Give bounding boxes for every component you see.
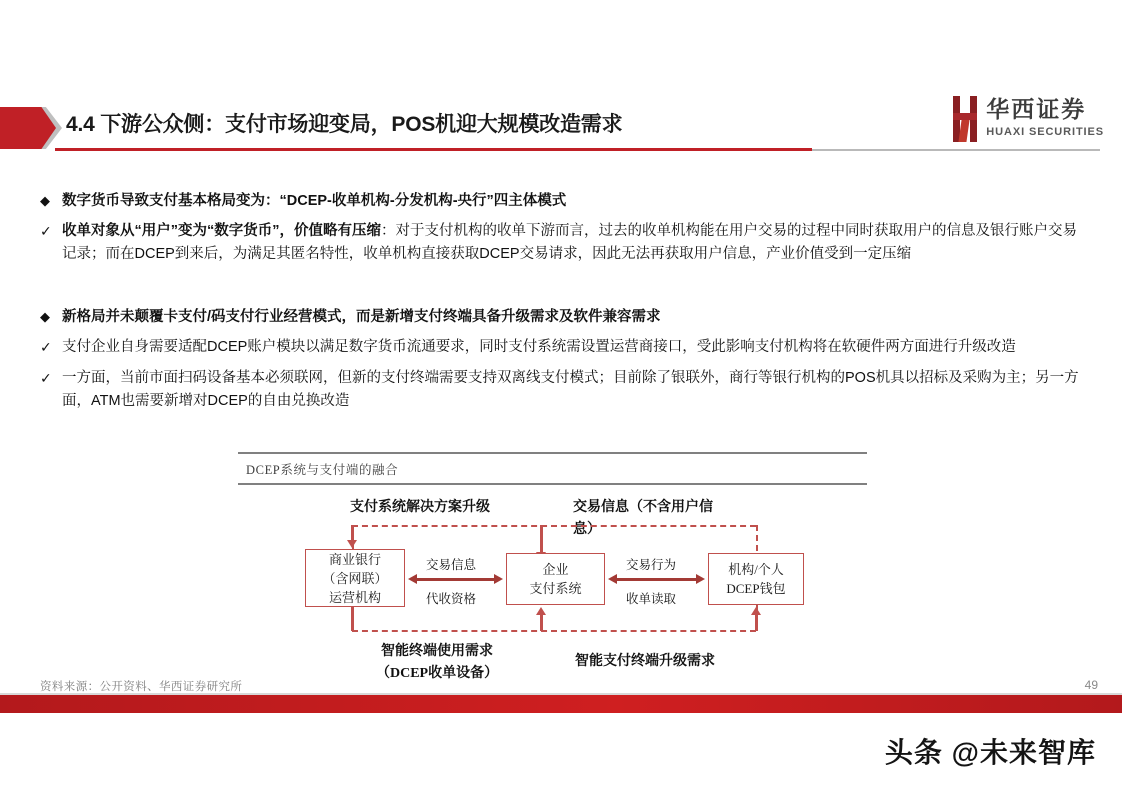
figure-label-mid-right-below: 收单读取 (626, 592, 677, 606)
check-bullet-icon-2a: ✓ (40, 339, 52, 355)
bullet-heading-text-2: 新格局并未颠覆卡支付/码支付行业经营模式，而是新增支付终端具备升级需求及软件兼容需求 (62, 309, 661, 325)
bullet-item-text-2b: 一方面，当前市面扫码设备基本必须联网，但新的支付终端需要支持双离线支付模式；目前除了银联外，商行等银行机构的POS机具以招标及采购为主；另一方面，ATM也需要新增对DCEP的自由兑换改造 (62, 370, 1079, 409)
figure-label-bottom-left-line1: 智能终端使用需求 (381, 644, 493, 659)
figure-label-top-left: 支付系统解决方案升级 (350, 500, 490, 515)
arrow-shaft (415, 578, 496, 581)
figure-label-mid-left-above: 交易信息 (426, 558, 477, 572)
brand-logo (952, 96, 1104, 148)
watermark: 头条 @未来智库 (884, 737, 1096, 768)
source-note: 资料来源：公开资料、华西证券研究所 (40, 681, 243, 693)
figure-label-bottom-left-line2: （DCEP收单设备） (376, 666, 499, 681)
arrow-shaft-enterprise-up (540, 614, 543, 631)
arrow-shaft-enterprise-in (540, 525, 543, 555)
double-arrow-enterprise-wallet (608, 574, 705, 584)
figure-label-mid-left-below: 代收资格 (426, 592, 477, 606)
arrow-shaft (615, 578, 698, 581)
figure-caption: DCEP系统与支付端的融合 (246, 463, 399, 477)
diamond-bullet-icon: ◆ (40, 193, 50, 208)
bullet-block-2 (40, 306, 1088, 413)
dashed-connector-bottom (352, 630, 756, 632)
box-line: 运营机构 (328, 589, 381, 605)
arrow-head-wallet-up (751, 607, 761, 615)
dashed-connector-top (352, 525, 756, 527)
figure-label-mid-right-above: 交易行为 (626, 558, 677, 572)
arrow-shaft-bank-down (351, 607, 354, 631)
title-chevron-icon (0, 107, 62, 149)
dcep-payment-diagram (238, 452, 870, 681)
logo-stroke-diagonal (959, 120, 970, 142)
figure-rule-top (238, 452, 867, 454)
slide-header (0, 0, 1122, 165)
bullet-item-text-2a: 支付企业自身需要适配DCEP账户模块以满足数字货币流通要求，同时支付系统需设置运营商接口，受此影响支付机构将在软硬件两方面进行升级改造 (62, 339, 1016, 355)
figure-label-bottom-right: 智能支付终端升级需求 (575, 654, 715, 669)
brand-name-en: HUAXI SECURITIES (986, 126, 1104, 138)
title-underline-gray (812, 149, 1100, 151)
page-title: 4.4 下游公众侧：支付市场迎变局，POS机迎大规模改造需求 (66, 113, 623, 136)
title-underline-accent (55, 148, 812, 151)
check-bullet-icon: ✓ (40, 223, 52, 239)
figure-label-top-right-line2: 息） (573, 522, 601, 537)
bullet-item-row-2b (40, 367, 1088, 413)
brand-name-cn: 华西证券 (986, 97, 1087, 122)
box-line: 企业 (542, 562, 569, 577)
bullet-item-lead: 收单对象从“用户”变为“数字货币”，价值略有压缩 (62, 223, 381, 239)
box-line: （含网联） (322, 570, 388, 586)
arrow-shaft-bank-in (351, 525, 354, 541)
box-line: 支付系统 (529, 581, 582, 596)
double-arrow-bank-enterprise (408, 574, 503, 584)
bullet-heading-row (40, 190, 1088, 213)
brand-logo-text (986, 96, 1104, 139)
figure-box-dcep-wallet (708, 553, 804, 605)
figure-label-top-right-line1: 交易信息（不含用户信 (573, 500, 713, 515)
box-line: 商业银行 (328, 551, 381, 567)
bullet-heading-text: 数字货币导致支付基本格局变为：“DCEP-收单机构-分发机构-央行”四主体模式 (62, 193, 567, 209)
arrow-head-right (696, 574, 705, 584)
check-bullet-icon-2b: ✓ (40, 370, 52, 386)
bullet-block-1 (40, 190, 1088, 266)
footer-bar (0, 695, 1122, 713)
arrow-head-enterprise-up (536, 607, 546, 615)
bullet-heading-row-2 (40, 306, 1088, 329)
bullet-item-text (62, 220, 1088, 266)
arrow-head-bank-in (347, 540, 357, 548)
arrow-shaft-wallet-up (755, 614, 758, 631)
bullet-item-body: ：对于支付机构的收单下游而言，过去的收单机构能在用户交易的过程中同时获取用户的信息及银行账户交易记录；而在DCEP到来后，为满足其匿名特性，收单机构直接获取DCEP交易请求，因此无法再获取用户信息，产业价值受到一定压缩 (62, 223, 1077, 262)
arrow-head-right (494, 574, 503, 584)
figure-box-enterprise-payment-system (506, 553, 605, 605)
page-number: 49 (1084, 678, 1098, 692)
diamond-bullet-icon-2: ◆ (40, 309, 50, 324)
figure-rule-bottom (238, 483, 867, 485)
box-line: 机构/个人 (728, 562, 784, 577)
bullet-item-row (40, 220, 1088, 266)
bullet-item-row-2a (40, 336, 1088, 359)
huaxi-logo-mark-icon (952, 96, 980, 142)
box-line: DCEP钱包 (726, 581, 786, 596)
figure-box-commercial-bank (305, 549, 405, 607)
logo-stroke-cross (953, 113, 977, 120)
